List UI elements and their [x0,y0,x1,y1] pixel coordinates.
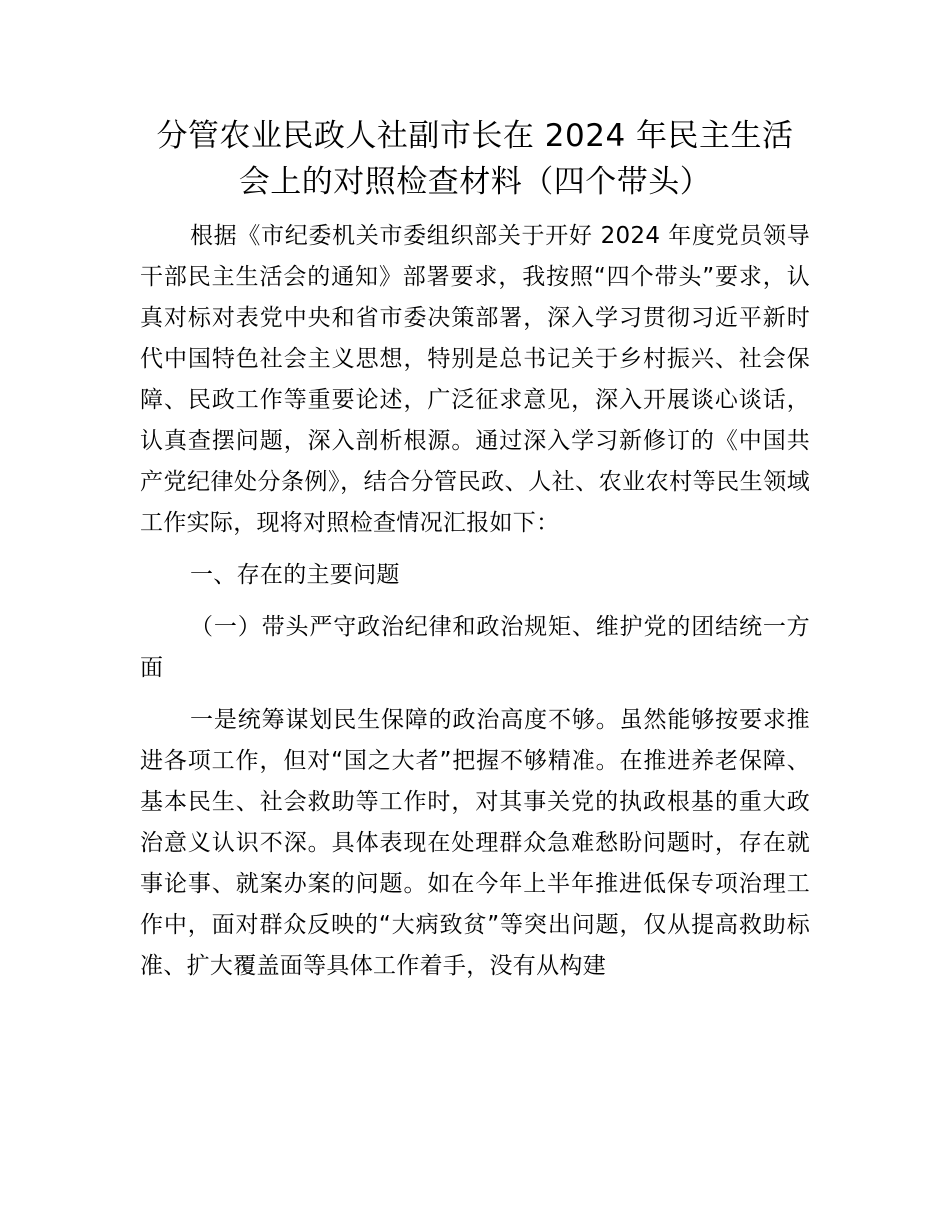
section-heading: 一、存在的主要问题 [190,562,400,588]
document-title [140,113,810,205]
subsection-heading: （一）带头严守政治纪律和政治规矩、维护党的团结统一方面 [140,614,810,681]
document-body [140,216,810,987]
title-line-1: 分管农业民政人社副市长在 2024 年民主生活 [156,118,794,154]
title-line-2: 会上的对照检查材料（四个带头） [238,164,712,200]
intro-paragraph: 根据《市纪委机关市委组织部关于开好 2024 年度党员领导干部民主生活会的通知》部署要求，我按照“四个带头”要求，认真对标对表党中央和省市委决策部署，深入学习贯彻习近平新时代中国特色社会主义思想，特别是总书记关于乡村振兴、社会保障、民政工作等重要论述，广泛征求意见，深入开展谈心谈话，认真查摆问题，深入剖析根源。通过深入学习新修订的《中国共产党纪律处分条例》，结合分管民政、人社、农业农村等民生领域工作实际，现将对照检查情况汇报如下： [140,223,810,536]
point-paragraph: 一是统筹谋划民生保障的政治高度不够。虽然能够按要求推进各项工作，但对“国之大者”把握不够精准。在推进养老保障、基本民生、社会救助等工作时，对其事关党的执政根基的重大政治意义认识不深。具体表现在处理群众急难愁盼问题时，存在就事论事、就案办案的问题。如在今年上半年推进低保专项治理工作中，面对群众反映的“大病致贫”等突出问题，仅从提高救助标准、扩大覆盖面等具体工作着手，没有从构建 [140,707,810,979]
